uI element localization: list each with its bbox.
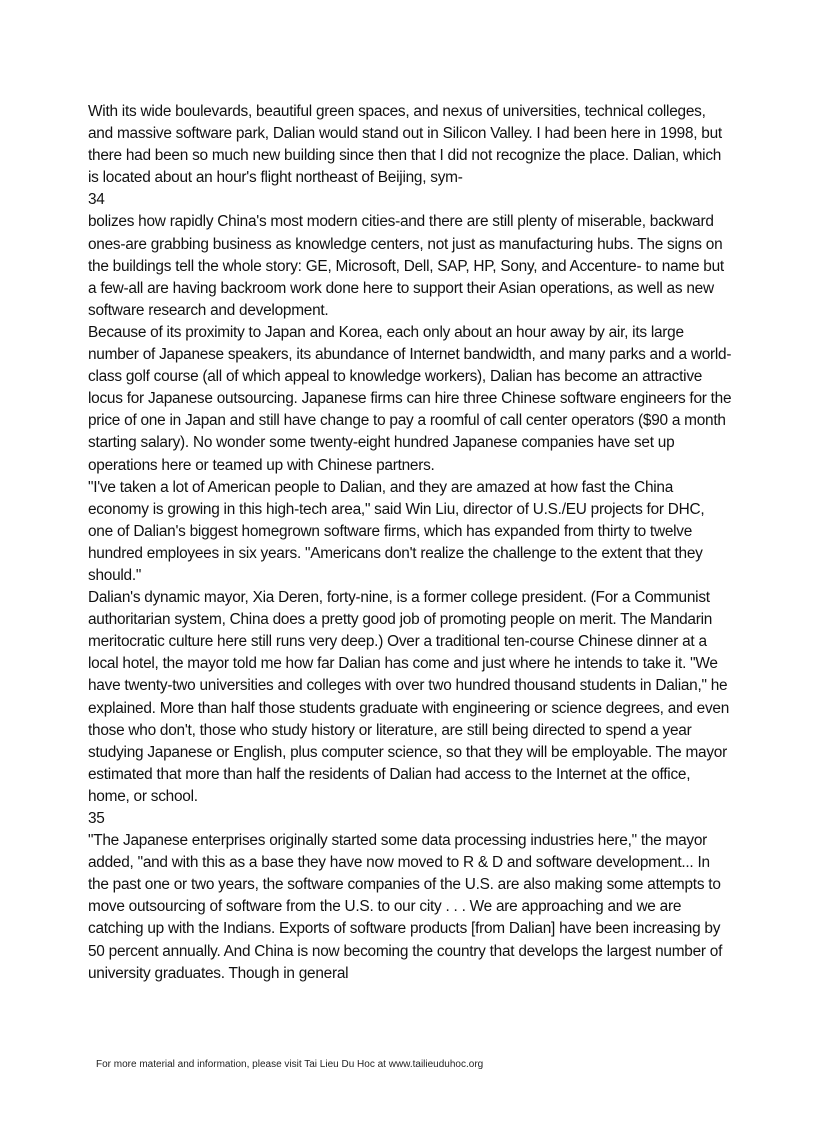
paragraph-knowledge-centers: bolizes how rapidly China's most modern cities-and there are still plenty of miserable, backward ones-are grabbing business as knowledge centers, not just as manufacturing hubs. The signs on the buildings tell the whole story: GE, Microsoft, Dell, SAP, HP, Sony, and Accenture- to name but a few-all are having backroom work done here to support their Asian operations, as well as new software research and development. xyxy=(88,213,724,319)
paragraph-mayor: Dalian's dynamic mayor, Xia Deren, forty-nine, is a former college president. (For a Communist authoritarian system, China does a pretty good job of promoting people on merit. The Mandarin meritocratic culture here still runs very deep.) Over a traditional ten-course Chinese dinner at a local hotel, the mayor told me how far Dalian has come and just where he intends to take it. "We have twenty-two universities and colleges with over two hundred thousand students in Dalian," he explained. More than half those students graduate with engineering or science degrees, and even those who don't, those who study history or literature, are still being directed to spend a year studying Japanese or English, plus computer science, so that they will be employable. The mayor estimated that more than half the residents of Dalian had access to the Internet at the office, home, or school. xyxy=(88,589,730,805)
page-number-35: 35 xyxy=(88,810,105,827)
paragraph-win-liu-quote: "I've taken a lot of American people to Dalian, and they are amazed at how fast the China economy is growing in this high-tech area," said Win Liu, director of U.S./EU projects for DHC, one of Dalian's biggest homegrown software firms, which has expanded from thirty to twelve hundred employees in six years. "Americans don't realize the challenge to the extent that they should." xyxy=(88,478,705,584)
page-number-34: 34 xyxy=(88,191,105,209)
paragraph-japanese-enterprises: "The Japanese enterprises originally started some data processing industries here," the mayor added, "and with this as a base they have now moved to R & D and software development... In the past one or two years, the software companies of the U.S. are also making some attempts to move outsourcing of software from the U.S. to our city . . . We are approaching and we are catching up with the Indians. Exports of software products [from Dalian] have been increasing by 50 percent annually. And China is now becoming the country that develops the largest number of university graduates. Though in general xyxy=(88,832,723,982)
paragraph-intro: With its wide boulevards, beautiful green spaces, and nexus of universities, technical colleges, and massive software park, Dalian would stand out in Silicon Valley. I had been here in 1998, but there had been so much new building since then that I did not recognize the place. Dalian, which is located about an hour's flight northeast of Beijing, sym- xyxy=(88,103,722,187)
footer-note: For more material and information, please visit Tai Lieu Du Hoc at www.tailieuduhoc.org xyxy=(96,1059,484,1070)
body-text xyxy=(88,101,733,985)
paragraph-outsourcing: Because of its proximity to Japan and Korea, each only about an hour away by air, its large number of Japanese speakers, its abundance of Internet bandwidth, and many parks and a world-class golf course (all of which appeal to knowledge workers), Dalian has become an attractive locus for Japanese outsourcing. Japanese firms can hire three Chinese software engineers for the price of one in Japan and still have change to pay a roomful of call center operators ($90 a month starting salary). No wonder some twenty-eight hundred Japanese companies have set up operations here or teamed up with Chinese partners. xyxy=(88,323,732,474)
